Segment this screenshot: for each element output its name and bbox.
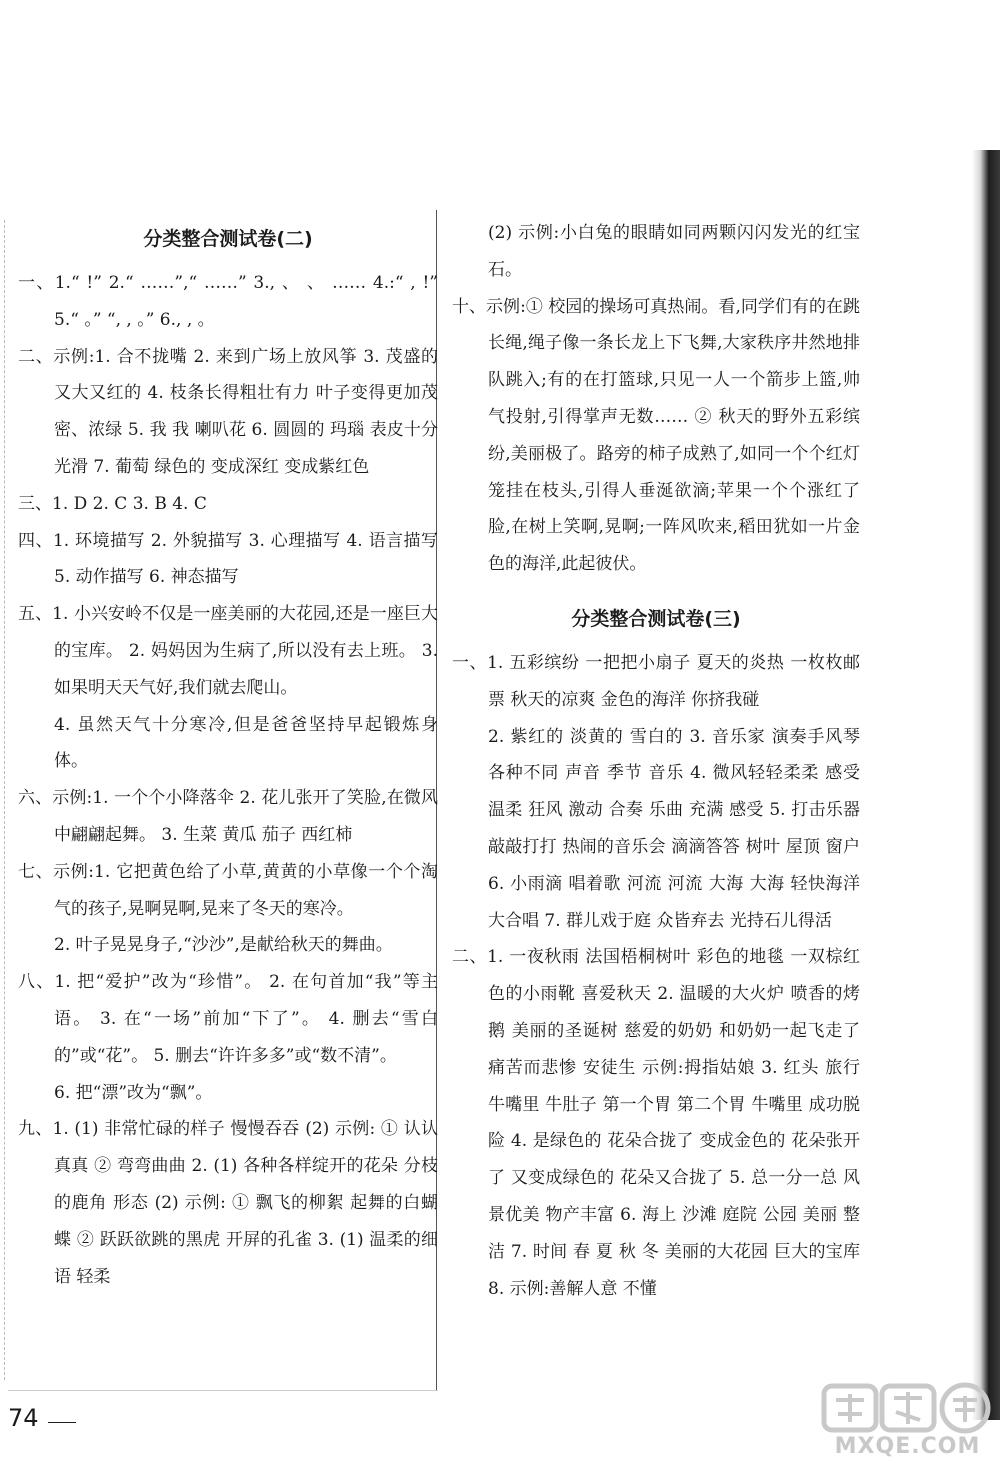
answer-group-2: 二、示例:1. 合不拢嘴 2. 来到广场上放风筝 3. 茂盛的 又大又红的 4. 枝条长得粗壮有力 叶子变得更加茂密、浓绿 5. 我 我 喇叭花 6. 圆圆的 玛瑙 表皮十分光滑 7. 葡萄 绿色的 变成深红 变成紫红色 bbox=[18, 346, 438, 477]
answer-group-8-cont: 6. 把“漂”改为“飘”。 bbox=[54, 1082, 213, 1103]
answer-group-9: 九、1. (1) 非常忙碌的样子 慢慢吞吞 (2) 示例: ① 认认真真 ② 弯弯曲曲 2. (1) 各种各样绽开的花朵 分枝的鹿角 形态 (2) 示例: ① 飘飞的柳絮 起舞的白蝴蝶 ② 跃跃欲跳的黑虎 开屏的孔雀 3. (1) 温柔的细语 轻柔 bbox=[18, 1119, 438, 1287]
answer-group-10: 十、示例:① 校园的操场可真热闹。看,同学们有的在跳长绳,绳子像一条长龙上下飞舞,大家秩序井然地排队跳入;有的在打篮球,只见一人一个箭步上篮,帅气投射,引得掌声无数…… ② 秋天的野外五彩缤纷,美丽极了。路旁的柿子成熟了,如同一个个红灯笼挂在枝头,引得人垂涎欲滴;苹果一个个涨红了脸,在树上笑啊,晃啊;一阵风吹来,稻田犹如一片金色的海洋,此起彼伏。 bbox=[452, 296, 860, 575]
book-spine-shadow bbox=[972, 150, 1000, 1420]
answer-group-6: 六、示例:1. 一个个小降落伞 2. 花儿张开了笑脸,在微风中翩翩起舞。 3. 生菜 黄瓜 茄子 西红柿 bbox=[18, 788, 439, 845]
footer-rule bbox=[8, 1390, 438, 1391]
section-title-3: 分类整合测试卷(三) bbox=[571, 607, 741, 630]
answer-group-3-2: 二、1. 一夜秋雨 法国梧桐树叶 彩色的地毯 一双棕红色的小雨靴 喜爱秋天 2. 温暖的大火炉 喷香的烤鹅 美丽的圣诞树 慈爱的奶奶 和奶奶一起飞走了 痛苦而悲惨 安徒生 示例:拇指姑娘 3. 红头 旅行 牛嘴里 牛肚子 第一个胃 第二个胃 牛嘴里 成功脱险 4. 是绿色的 花朵合拢了 变成金色的 花朵张开了 又变成绿色的 花朵又合拢了 5. 总一分一总 风景优美 物产丰富 6. 海上 沙滩 庭院 公园 美丽 整洁 7. 时间 春 夏 秋 冬 美丽的大花园 巨大的宝库 8. 示例:善解人意 不懂 bbox=[452, 947, 860, 1299]
watermark-logo-icon bbox=[820, 1380, 995, 1434]
watermark bbox=[820, 1380, 995, 1465]
page-number-dash bbox=[48, 1422, 76, 1423]
answer-group-5: 五、1. 小兴安岭不仅是一座美丽的大花园,还是一座巨大的宝库。 2. 妈妈因为生病了,所以没有去上班。 3. 如果明天天气好,我们就去爬山。 bbox=[18, 604, 438, 698]
answer-group-3: 三、1. D 2. C 3. B 4. C bbox=[18, 493, 207, 514]
answer-group-5-cont: 4. 虽然天气十分寒冷,但是爸爸坚持早起锻炼身体。 bbox=[54, 714, 438, 772]
section-title-2: 分类整合测试卷(二) bbox=[143, 228, 313, 250]
answer-group-3-1-cont: 2. 紫红的 淡黄的 雪白的 3. 音乐家 演奏手风琴 各种不同 声音 季节 音乐 4. 微风轻轻柔柔 感受 温柔 狂风 激动 合奏 乐曲 充满 感受 5. 打击乐器 敲敲打打 热闹的音乐会 滴滴答答 树叶 屋顶 窗户 6. 小雨滴 唱着歌 河流 河流 大海 大海 轻快海洋大合唱 7. 群儿戏于庭 众皆弃去 光持石儿得活 bbox=[488, 726, 860, 931]
answer-group-1: 一、1.“ !” 2.“ ……”,“ ……” 3., 、 、 …… 4.:“ , !” 5.“ 。” “, , 。” 6., , 。 bbox=[18, 273, 438, 330]
right-column bbox=[452, 205, 860, 1307]
answer-group-7-cont: 2. 叶子晃晃身子,“沙沙”,是献给秋天的舞曲。 bbox=[54, 935, 393, 956]
watermark-url: MXQE.COM bbox=[834, 1434, 981, 1459]
left-margin-edge bbox=[4, 220, 5, 1380]
answer-group-7: 七、示例:1. 它把黄色给了小草,黄黄的小草像一个个淘气的孩子,晃啊晃啊,晃来了冬天的寒冷。 bbox=[18, 861, 438, 919]
left-column bbox=[18, 205, 438, 1295]
answer-group-3-1: 一、1. 五彩缤纷 一把把小扇子 夏天的炎热 一枚枚邮票 秋天的凉爽 金色的海洋 你挤我碰 bbox=[452, 652, 860, 710]
page-number: 74 bbox=[8, 1404, 39, 1432]
answer-group-4: 四、1. 环境描写 2. 外貌描写 3. 心理描写 4. 语言描写 5. 动作描写 6. 神态描写 bbox=[18, 530, 438, 588]
answer-group-9-cont: (2) 示例:小白兔的眼睛如同两颗闪闪发光的红宝石。 bbox=[488, 223, 860, 280]
answer-group-8: 八、1. 把“爱护”改为“珍惜”。 2. 在句首加“我”等主语。 3. 在“一场”前加“下了”。 4. 删去“雪白的”或“花”。 5. 删去“许许多多”或“数不清”。 bbox=[18, 972, 438, 1066]
